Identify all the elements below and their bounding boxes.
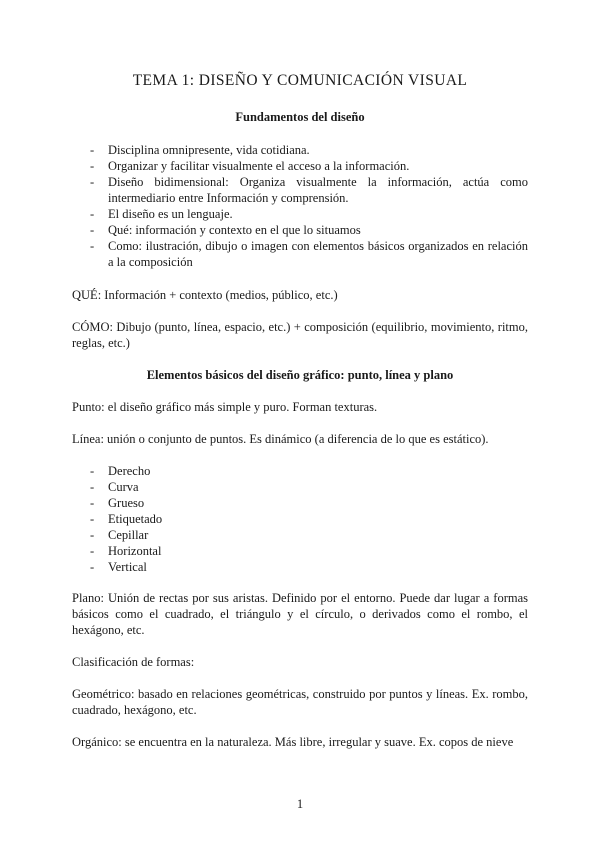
section-heading-fundamentos: Fundamentos del diseño <box>235 110 365 124</box>
list-item: - Etiquetado <box>72 511 528 527</box>
list-item: - Diseño bidimensional: Organiza visualmente la información, actúa como intermediario entre Información y comprensión. <box>72 174 528 206</box>
section-heading-elementos: Elementos básicos del diseño gráfico: punto, línea y plano <box>146 368 454 382</box>
list-item: - Cepillar <box>72 527 528 543</box>
list-item: - Grueso <box>72 495 528 511</box>
que-paragraph: QUÉ: Información + contexto (medios, público, etc.) <box>72 288 338 302</box>
punto-paragraph: Punto: el diseño gráfico más simple y puro. Forman texturas. <box>72 400 378 414</box>
fundamentos-bullet-list <box>72 142 528 270</box>
list-item: - Curva <box>72 479 528 495</box>
como-paragraph: CÓMO: Dibujo (punto, línea, espacio, etc.) + composición (equilibrio, movimiento, ritmo, reglas, etc.) <box>72 320 528 350</box>
list-item: - Como: ilustración, dibujo o imagen con elementos básicos organizados en relación a la composición <box>72 238 528 270</box>
list-item: - Horizontal <box>72 543 528 559</box>
organico-paragraph: Orgánico: se encuentra en la naturaleza. Más libre, irregular y suave. Ex. copos de nieve <box>72 735 514 749</box>
document-title: TEMA 1: DISEÑO Y COMUNICACIÓN VISUAL <box>132 72 468 89</box>
page-number: 1 <box>296 797 304 811</box>
list-item: - El diseño es un lenguaje. <box>72 206 528 222</box>
geometrico-paragraph: Geométrico: basado en relaciones geométricas, construido por puntos y líneas. Ex. rombo, cuadrado, hexágono, etc. <box>72 687 528 717</box>
list-item: - Vertical <box>72 559 528 575</box>
linea-paragraph: Línea: unión o conjunto de puntos. Es dinámico (a diferencia de lo que es estático). <box>72 432 489 446</box>
line-types-list <box>72 463 528 575</box>
list-item: - Qué: información y contexto en el que lo situamos <box>72 222 528 238</box>
list-item: - Derecho <box>72 463 528 479</box>
clasificacion-paragraph: Clasificación de formas: <box>72 655 195 669</box>
list-item: - Disciplina omnipresente, vida cotidiana. <box>72 142 528 158</box>
list-item: - Organizar y facilitar visualmente el acceso a la información. <box>72 158 528 174</box>
plano-paragraph: Plano: Unión de rectas por sus aristas. Definido por el entorno. Puede dar lugar a formas básicos como el cuadrado, el triángulo y el círculo, o derivados como el rombo, el hexágono, etc. <box>72 591 528 637</box>
